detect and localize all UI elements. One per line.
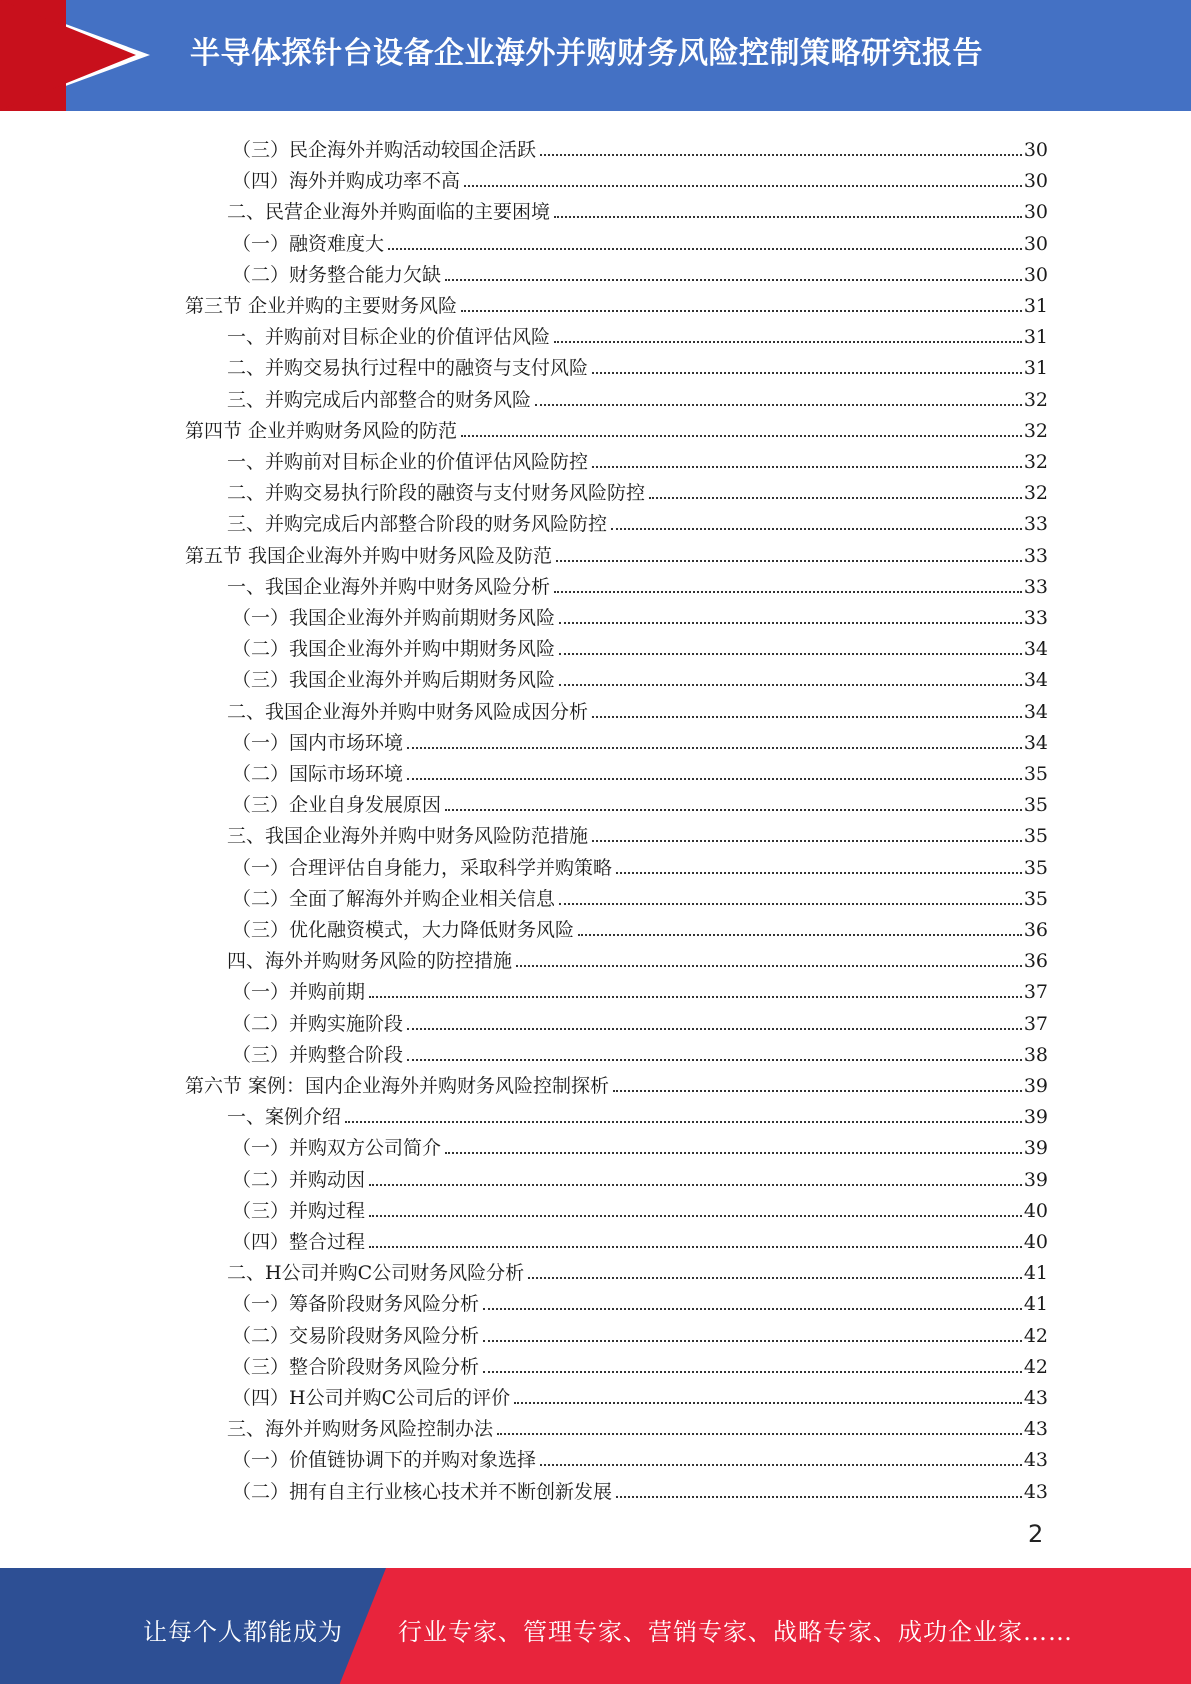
toc-entry[interactable] <box>185 1066 1048 1097</box>
toc-entry[interactable] <box>232 1004 1048 1035</box>
toc-entry[interactable] <box>232 1378 1048 1409</box>
toc-entry-title: 一、我国企业海外并购中财务风险分析 <box>227 575 551 598</box>
toc-entry[interactable] <box>185 411 1048 442</box>
toc-entry[interactable] <box>227 692 1048 723</box>
toc-entry[interactable] <box>227 1097 1048 1128</box>
toc-entry[interactable] <box>227 317 1048 348</box>
toc-entry-title: （三）我国企业海外并购后期财务风险 <box>232 669 556 692</box>
toc-entry-title: （二）交易阶段财务风险分析 <box>232 1324 480 1347</box>
toc-entry-page: 39 <box>1023 1137 1048 1160</box>
header-red-arrow-icon <box>0 0 136 110</box>
toc-entry-title: 二、并购交易执行过程中的融资与支付风险 <box>227 357 589 380</box>
toc-dot-leader <box>554 591 1022 593</box>
toc-entry[interactable] <box>227 348 1048 379</box>
toc-entry-page: 32 <box>1023 388 1048 411</box>
toc-entry-title: （二）并购动因 <box>232 1168 366 1191</box>
toc-dot-leader <box>578 934 1022 936</box>
page-footer <box>0 1568 1191 1684</box>
toc-dot-leader <box>497 1433 1022 1435</box>
toc-entry-title: （一）并购前期 <box>232 981 366 1004</box>
toc-entry[interactable] <box>232 910 1048 941</box>
toc-dot-leader <box>445 1152 1022 1154</box>
toc-entry[interactable] <box>232 1440 1048 1471</box>
toc-dot-leader <box>445 279 1022 281</box>
toc-entry-title: 第四节 企业并购财务风险的防范 <box>185 419 458 442</box>
toc-entry-title: 二、H公司并购C公司财务风险分析 <box>227 1262 525 1285</box>
toc-entry[interactable] <box>232 879 1048 910</box>
toc-dot-leader <box>540 1464 1022 1466</box>
toc-entry-page: 36 <box>1023 950 1048 973</box>
toc-entry-page: 30 <box>1023 263 1048 286</box>
toc-dot-leader <box>592 840 1022 842</box>
toc-entry-page: 31 <box>1023 357 1048 380</box>
toc-dot-leader <box>407 747 1022 749</box>
toc-entry[interactable] <box>227 380 1048 411</box>
toc-dot-leader <box>483 1308 1022 1310</box>
toc-entry-title: （一）并购双方公司简介 <box>232 1137 442 1160</box>
toc-entry-page: 32 <box>1023 482 1048 505</box>
toc-entry[interactable] <box>232 1284 1048 1315</box>
toc-entry[interactable] <box>227 504 1048 535</box>
toc-entry-page: 30 <box>1023 139 1048 161</box>
toc-dot-leader <box>559 684 1022 686</box>
toc-entry-page: 35 <box>1023 794 1048 817</box>
toc-entry-page: 30 <box>1023 232 1048 255</box>
toc-entry-page: 30 <box>1023 201 1048 224</box>
toc-dot-leader <box>535 404 1022 406</box>
toc-dot-leader <box>528 1277 1022 1279</box>
toc-dot-leader <box>616 872 1022 874</box>
toc-dot-leader <box>556 560 1022 562</box>
toc-entry-title: （四）H公司并购C公司后的评价 <box>232 1387 511 1409</box>
toc-dot-leader <box>483 1340 1022 1342</box>
toc-dot-leader <box>592 716 1022 718</box>
toc-entry-title: （三）企业自身发展原因 <box>232 794 442 817</box>
toc-dot-leader <box>616 1496 1022 1498</box>
toc-entry[interactable] <box>232 598 1048 629</box>
toc-entry-page: 38 <box>1023 1043 1048 1066</box>
toc-entry-title: 第六节 案例：国内企业海外并购财务风险控制探析 <box>185 1075 610 1097</box>
toc-entry-page: 35 <box>1023 763 1048 785</box>
toc-entry[interactable] <box>227 1253 1048 1284</box>
toc-dot-leader <box>369 1184 1022 1186</box>
toc-entry-page: 43 <box>1023 1449 1048 1472</box>
toc-entry-title: 第三节 企业并购的主要财务风险 <box>185 295 458 317</box>
toc-entry-title: （三）并购整合阶段 <box>232 1043 404 1066</box>
toc-entry-title: （三）并购过程 <box>232 1199 366 1222</box>
toc-entry-title: 第五节 我国企业海外并购中财务风险及防范 <box>185 544 553 567</box>
toc-entry-page: 34 <box>1023 669 1048 692</box>
toc-entry[interactable] <box>232 130 1048 161</box>
toc-entry-title: （四）海外并购成功率不高 <box>232 170 461 193</box>
toc-dot-leader <box>592 466 1022 468</box>
toc-entry-page: 32 <box>1023 451 1048 473</box>
toc-entry-page: 40 <box>1023 1199 1048 1222</box>
toc-dot-leader <box>369 996 1022 998</box>
toc-entry-title: （三）民企海外并购活动较国企活跃 <box>232 139 537 161</box>
toc-entry-page: 41 <box>1023 1262 1048 1285</box>
toc-entry-page: 33 <box>1023 513 1048 536</box>
toc-entry-page: 37 <box>1023 981 1048 1004</box>
footer-slogan-left: 让每个人都能成为 <box>143 1618 343 1646</box>
toc-entry-title: （一）价值链协调下的并购对象选择 <box>232 1449 537 1472</box>
toc-entry-title: 三、并购完成后内部整合阶段的财务风险防控 <box>227 513 608 536</box>
toc-dot-leader <box>554 341 1022 343</box>
toc-entry-page: 37 <box>1023 1012 1048 1035</box>
footer-slogan-right: 行业专家、管理专家、营销专家、战略专家、成功企业家…… <box>398 1618 1073 1646</box>
toc-entry-page: 35 <box>1023 887 1048 910</box>
toc-entry-title: （二）国际市场环境 <box>232 763 404 785</box>
toc-entry[interactable] <box>232 1035 1048 1066</box>
toc-entry-page: 33 <box>1023 544 1048 567</box>
toc-entry-page: 34 <box>1023 731 1048 754</box>
toc-dot-leader <box>464 185 1022 187</box>
toc-entry-title: （一）我国企业海外并购前期财务风险 <box>232 607 556 629</box>
toc-entry[interactable] <box>232 255 1048 286</box>
toc-entry-page: 40 <box>1023 1231 1048 1253</box>
toc-entry-title: 一、并购前对目标企业的价值评估风险防控 <box>227 451 589 473</box>
toc-dot-leader <box>407 1028 1022 1030</box>
toc-entry-title: （二）我国企业海外并购中期财务风险 <box>232 638 556 661</box>
toc-dot-leader <box>540 154 1022 156</box>
toc-entry[interactable] <box>232 1472 1048 1503</box>
toc-dot-leader <box>461 310 1022 312</box>
toc-entry-title: （一）国内市场环境 <box>232 731 404 754</box>
toc-entry[interactable] <box>227 473 1048 504</box>
toc-entry-page: 43 <box>1023 1387 1048 1409</box>
toc-entry[interactable] <box>227 1409 1048 1440</box>
toc-entry-page: 36 <box>1023 919 1048 941</box>
toc-dot-leader <box>559 622 1022 624</box>
toc-entry[interactable] <box>232 1222 1048 1253</box>
toc-entry[interactable] <box>185 286 1048 317</box>
toc-entry-title: 二、并购交易执行阶段的融资与支付财务风险防控 <box>227 482 646 505</box>
toc-dot-leader <box>592 372 1022 374</box>
toc-dot-leader <box>514 1402 1022 1404</box>
page-number: 2 <box>1028 1520 1044 1548</box>
toc-dot-leader <box>649 497 1022 499</box>
toc-entry-page: 30 <box>1023 170 1048 193</box>
toc-entry-page: 32 <box>1023 419 1048 442</box>
toc-entry[interactable] <box>232 1316 1048 1347</box>
toc-entry[interactable] <box>232 1160 1048 1191</box>
toc-dot-leader <box>407 778 1022 780</box>
toc-entry-title: （三）整合阶段财务风险分析 <box>232 1355 480 1378</box>
toc-dot-leader <box>445 809 1022 811</box>
toc-entry-title: 四、海外并购财务风险的防控措施 <box>227 950 513 973</box>
toc-entry[interactable] <box>232 848 1048 879</box>
toc-entry-title: 三、并购完成后内部整合的财务风险 <box>227 388 532 411</box>
toc-dot-leader <box>461 435 1022 437</box>
toc-entry-title: （一）融资难度大 <box>232 232 385 255</box>
toc-entry-page: 33 <box>1023 607 1048 629</box>
toc-entry[interactable] <box>227 442 1048 473</box>
toc-dot-leader <box>613 1090 1022 1092</box>
toc-entry[interactable] <box>232 723 1048 754</box>
toc-entry-title: （三）优化融资模式，大力降低财务风险 <box>232 919 575 941</box>
toc-dot-leader <box>559 903 1022 905</box>
toc-dot-leader <box>345 1121 1022 1123</box>
toc-entry-page: 33 <box>1023 575 1048 598</box>
toc-dot-leader <box>554 216 1022 218</box>
toc-entry-page: 43 <box>1023 1480 1048 1503</box>
toc-entry-title: （一）筹备阶段财务风险分析 <box>232 1293 480 1316</box>
toc-entry-page: 43 <box>1023 1418 1048 1441</box>
toc-entry-title: 二、我国企业海外并购中财务风险成因分析 <box>227 700 589 723</box>
toc-dot-leader <box>388 248 1022 250</box>
page-header <box>0 0 1191 111</box>
toc-entry-title: 一、案例介绍 <box>227 1106 342 1129</box>
toc-entry-page: 31 <box>1023 295 1048 317</box>
toc-dot-leader <box>369 1246 1022 1248</box>
toc-dot-leader <box>369 1215 1022 1217</box>
report-title: 半导体探针台设备企业海外并购财务风险控制策略研究报告 <box>190 36 983 71</box>
toc-entry-page: 39 <box>1023 1168 1048 1191</box>
toc-entry-page: 35 <box>1023 825 1048 848</box>
toc-entry-title: 一、并购前对目标企业的价值评估风险 <box>227 326 551 349</box>
toc-entry[interactable] <box>232 1347 1048 1378</box>
toc-entry-title: 三、海外并购财务风险控制办法 <box>227 1418 494 1441</box>
toc-entry-page: 41 <box>1023 1293 1048 1316</box>
toc-entry-page: 39 <box>1023 1075 1048 1097</box>
toc-entry-page: 39 <box>1023 1106 1048 1129</box>
toc-entry[interactable] <box>232 1191 1048 1222</box>
toc-entry[interactable] <box>232 972 1048 1003</box>
toc-entry[interactable] <box>227 816 1048 847</box>
toc-dot-leader <box>559 653 1022 655</box>
toc-entry[interactable] <box>232 161 1048 192</box>
toc-entry[interactable] <box>185 536 1048 567</box>
toc-entry-page: 34 <box>1023 700 1048 723</box>
toc-entry-title: 二、民营企业海外并购面临的主要困境 <box>227 201 551 224</box>
toc-entry-page: 35 <box>1023 856 1048 879</box>
toc-entry[interactable] <box>232 629 1048 660</box>
toc-entry[interactable] <box>232 1128 1048 1159</box>
toc-entry-title: （二）拥有自主行业核心技术并不断创新发展 <box>232 1480 613 1503</box>
toc-dot-leader <box>611 528 1022 530</box>
toc-entry-page: 42 <box>1023 1324 1048 1347</box>
toc-entry-title: （二）财务整合能力欠缺 <box>232 263 442 286</box>
toc-entry-page: 31 <box>1023 326 1048 349</box>
toc-dot-leader <box>483 1371 1022 1373</box>
toc-entry-page: 34 <box>1023 638 1048 661</box>
toc-entry-title: （一）合理评估自身能力，采取科学并购策略 <box>232 856 613 879</box>
toc-entry-title: 三、我国企业海外并购中财务风险防范措施 <box>227 825 589 848</box>
toc-entry[interactable] <box>232 224 1048 255</box>
toc-entry[interactable] <box>232 660 1048 691</box>
toc-entry[interactable] <box>227 567 1048 598</box>
toc-dot-leader <box>516 965 1022 967</box>
toc-entry[interactable] <box>227 192 1048 223</box>
toc-entry[interactable] <box>232 754 1048 785</box>
toc-entry-title: （二）并购实施阶段 <box>232 1012 404 1035</box>
toc-entry-title: （二）全面了解海外并购企业相关信息 <box>232 887 556 910</box>
toc-dot-leader <box>407 1059 1022 1061</box>
toc-entry-page: 42 <box>1023 1355 1048 1378</box>
toc-entry-title: （四）整合过程 <box>232 1231 366 1253</box>
toc-entry[interactable] <box>232 785 1048 816</box>
toc-entry[interactable] <box>227 941 1048 972</box>
